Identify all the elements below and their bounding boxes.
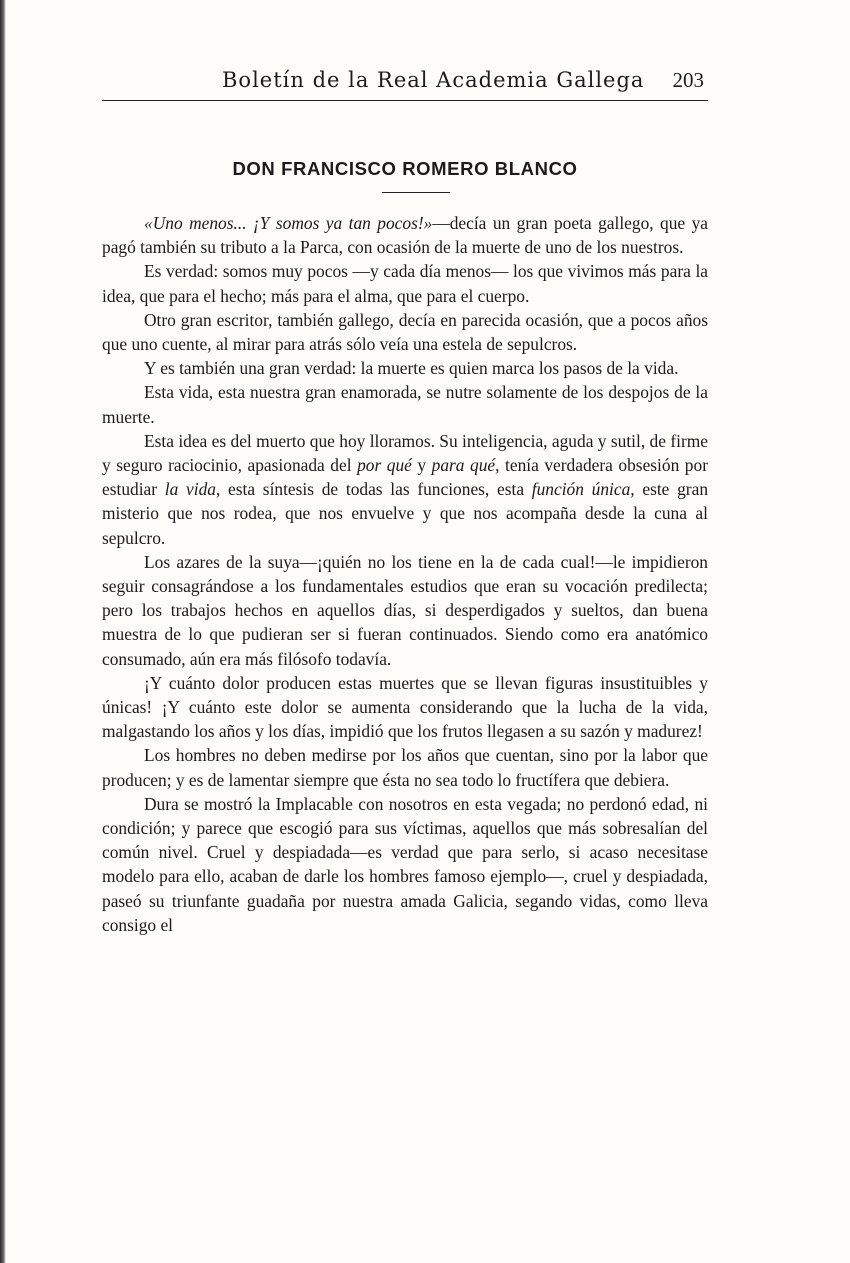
paragraph-3: Otro gran escritor, también gallego, decía en parecida ocasión, que a pocos años que uno cuente, al mirar para atrás sólo veía una estela de sepulcros. (102, 309, 708, 355)
paragraph-text: esta síntesis de todas las funciones, esta (220, 479, 532, 500)
paragraph-10: Dura se mostró la Implacable con nosotros en esta vegada; no perdonó edad, ni condición; y parece que escogió para sus víctimas, aquellos que más sobresalían del común nivel. Cruel y despiadada—es verdad que para serlo, si acaso necesitase modelo para ello, acaban de darle los hombres famoso ejemplo—, cruel y despiadada, paseó su triunfante guadaña por nuestra amada Galicia, segando vidas, como lleva consigo el (102, 793, 708, 935)
paragraph-text: y (411, 455, 432, 476)
paragraph-4: Y es también una gran verdad: la muerte es quien marca los pasos de la vida. (144, 358, 679, 379)
page-binding-edge (0, 0, 6, 1263)
paragraph-2: Es verdad: somos muy pocos —y cada día menos— los que vivimos más para la idea, que para el hecho; más para el alma, que para el cuerpo. (102, 261, 708, 306)
title-divider (382, 192, 450, 193)
running-header (102, 66, 708, 101)
paragraph-text: Esta idea es del muerto que hoy lloramos. Su inteligencia, aguda y sutil, de firme y seguro raciocinio, apasionada del (102, 430, 708, 476)
article-title: DON FRANCISCO ROMERO BLANCO (232, 158, 578, 179)
paragraph-8: ¡Y cuánto dolor producen estas muertes que se llevan figuras insustituibles y únicas! ¡Y cuánto este dolor se aumenta considerando que la lucha de la vida, malgastando los años y los días, impidió que los frutos llegasen a su sazón y madurez! (102, 672, 708, 742)
paragraph-6 (102, 429, 708, 550)
italic-phrase: función única, (531, 479, 635, 500)
paragraph-text: —decía un gran poeta gallego, que ya pagó también su tributo a la Parca, con ocasión de la muerte de uno de los nuestros. (102, 213, 708, 258)
paragraph-5: Esta vida, esta nuestra gran enamorada, se nutre solamente de los despojos de la muerte. (102, 382, 708, 427)
paragraph-text: este gran misterio que nos rodea, que nos envuelve y que nos acompaña desde la cuna al sepulcro. (102, 479, 709, 548)
opening-quote: «Uno menos... ¡Y somos ya tan pocos!» (144, 213, 433, 233)
paragraph-text: tenía verdadera obsesión por estudiar (102, 455, 708, 500)
journal-title: Boletín de la Real Academia Gallega (222, 68, 645, 92)
article-body (102, 211, 708, 937)
italic-phrase: para qué, (431, 455, 500, 476)
paragraph-7: Los azares de la suya—¡quién no los tiene en la de cada cual!—le impidieron seguir consagrándose a los fundamentales estudios que eran su vocación predilecta; pero los trabajos hechos en aquellos días, si desperdigados y sueltos, dan buena muestra de lo que pudieran ser si fueran continuados. Siendo como era anatómico consumado, aún era más filósofo todavía. (102, 551, 708, 669)
page-number: 203 (672, 68, 704, 92)
paragraph-9: Los hombres no deben medirse por los años que cuentan, sino por la labor que producen; y es de lamentar siempre que ésta no sea todo lo fructífera que debiera. (102, 745, 708, 790)
italic-phrase: por qué (357, 455, 412, 476)
italic-phrase: la vida, (164, 479, 221, 500)
paragraph-1 (102, 211, 708, 259)
